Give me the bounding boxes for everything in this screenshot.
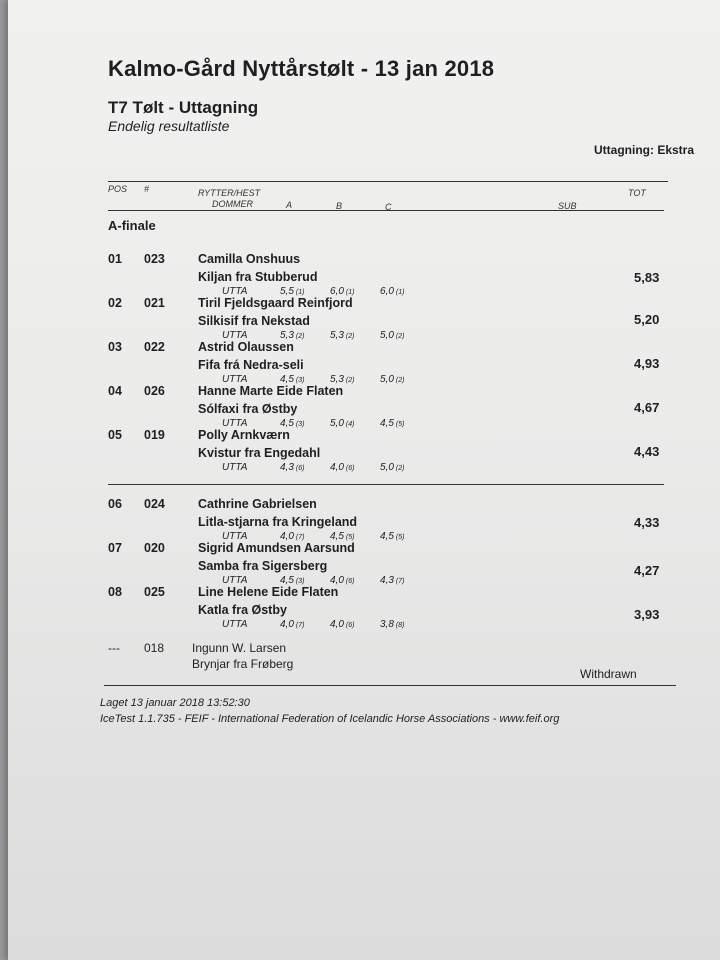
row-num: 022 bbox=[144, 340, 165, 354]
score-rank: (3) bbox=[295, 377, 305, 384]
row-pos: 03 bbox=[108, 340, 122, 354]
col-sub: SUB bbox=[558, 201, 577, 211]
score-rank: (3) bbox=[295, 578, 305, 585]
score-rank: (1) bbox=[345, 289, 355, 296]
row-score-c bbox=[380, 418, 404, 429]
row-horse: Kiljan fra Stubberud bbox=[198, 270, 318, 284]
score-rank: (2) bbox=[345, 377, 355, 384]
col-tot: TOT bbox=[628, 188, 646, 198]
col-a: A bbox=[286, 200, 293, 210]
score-rank: (5) bbox=[345, 534, 355, 541]
score-value: 4,3 bbox=[280, 462, 294, 473]
score-value: 4,5 bbox=[380, 418, 394, 429]
row-type: UTTA bbox=[222, 418, 248, 429]
score-value: 4,5 bbox=[330, 531, 344, 542]
score-value: 5,3 bbox=[330, 330, 344, 341]
row-score-b bbox=[330, 462, 354, 473]
uttagning-label: Uttagning: Ekstra bbox=[594, 143, 695, 157]
score-value: 4,5 bbox=[380, 531, 394, 542]
col-dommer: DOMMER bbox=[212, 199, 253, 209]
row-type: UTTA bbox=[222, 330, 248, 341]
col-rider-horse: RYTTER/HEST bbox=[198, 188, 261, 198]
row-type: UTTA bbox=[222, 575, 248, 586]
footer-software: IceTest 1.1.735 - FEIF - International Federation of Icelandic Horse Associations - www.feif.org bbox=[100, 713, 560, 725]
row-score-c bbox=[380, 531, 404, 542]
row-horse: Litla-stjarna fra Kringeland bbox=[198, 515, 358, 529]
withdrawn-horse: Brynjar fra Frøberg bbox=[192, 657, 294, 671]
row-score-a bbox=[280, 462, 304, 473]
col-c: C bbox=[385, 202, 392, 212]
withdrawn-rider: Ingunn W. Larsen bbox=[192, 641, 287, 655]
col-pos: POS bbox=[108, 184, 128, 194]
row-total: 4,67 bbox=[634, 400, 660, 415]
footer-rule bbox=[104, 685, 676, 686]
score-value: 4,5 bbox=[280, 418, 294, 429]
row-pos: 07 bbox=[108, 541, 122, 555]
row-num: 026 bbox=[144, 384, 165, 398]
row-num: 020 bbox=[144, 541, 165, 555]
col-num: # bbox=[144, 184, 150, 194]
row-rider: Sigrid Amundsen Aarsund bbox=[198, 541, 355, 555]
row-num: 024 bbox=[144, 497, 165, 511]
row-score-c bbox=[380, 619, 404, 630]
row-pos: 05 bbox=[108, 428, 122, 442]
row-score-c bbox=[380, 462, 404, 473]
row-total: 5,20 bbox=[634, 312, 660, 327]
score-value: 6,0 bbox=[330, 286, 344, 297]
row-score-b bbox=[330, 418, 354, 429]
footer-created: Laget 13 januar 2018 13:52:30 bbox=[100, 697, 250, 709]
score-value: 4,0 bbox=[330, 619, 344, 630]
score-value: 5,0 bbox=[380, 330, 394, 341]
row-type: UTTA bbox=[222, 374, 248, 385]
row-total: 3,93 bbox=[634, 607, 660, 622]
score-value: 5,0 bbox=[380, 374, 394, 385]
row-rider: Astrid Olaussen bbox=[198, 340, 294, 354]
withdrawn-num: 018 bbox=[144, 641, 165, 655]
score-rank: (7) bbox=[295, 534, 305, 541]
row-total: 4,93 bbox=[634, 356, 660, 371]
row-horse: Samba fra Sigersberg bbox=[198, 559, 328, 573]
score-rank: (6) bbox=[345, 622, 355, 629]
score-rank: (2) bbox=[395, 333, 405, 340]
score-rank: (7) bbox=[295, 622, 305, 629]
score-value: 4,5 bbox=[280, 374, 294, 385]
score-value: 4,0 bbox=[280, 619, 294, 630]
row-score-b bbox=[330, 619, 354, 630]
score-rank: (1) bbox=[295, 289, 305, 296]
score-rank: (6) bbox=[345, 578, 355, 585]
score-rank: (6) bbox=[295, 465, 305, 472]
score-value: 5,3 bbox=[330, 374, 344, 385]
row-score-c bbox=[380, 374, 404, 385]
row-horse: Sólfaxi fra Østby bbox=[198, 402, 298, 416]
score-rank: (5) bbox=[395, 421, 405, 428]
score-value: 4,0 bbox=[280, 531, 294, 542]
score-value: 5,3 bbox=[280, 330, 294, 341]
row-type: UTTA bbox=[222, 619, 248, 630]
header-top-rule bbox=[108, 181, 668, 182]
row-pos: 01 bbox=[108, 252, 122, 266]
row-horse: Silkisif fra Nekstad bbox=[198, 314, 310, 328]
row-rider: Camilla Onshuus bbox=[198, 252, 301, 266]
score-rank: (2) bbox=[395, 465, 405, 472]
row-num: 021 bbox=[144, 296, 165, 310]
row-type: UTTA bbox=[222, 462, 248, 473]
score-value: 5,0 bbox=[330, 418, 344, 429]
score-value: 4,0 bbox=[330, 575, 344, 586]
score-value: 5,0 bbox=[380, 462, 394, 473]
score-value: 4,5 bbox=[280, 575, 294, 586]
result-sheet bbox=[8, 0, 720, 960]
row-total: 4,43 bbox=[634, 444, 660, 459]
score-rank: (2) bbox=[395, 377, 405, 384]
score-value: 4,0 bbox=[330, 462, 344, 473]
row-horse: Katla fra Østby bbox=[198, 603, 287, 617]
row-score-a bbox=[280, 619, 304, 630]
score-rank: (2) bbox=[345, 333, 355, 340]
row-rider: Polly Arnkværn bbox=[198, 428, 290, 442]
section-a-finale: A-finale bbox=[108, 218, 156, 233]
row-pos: 04 bbox=[108, 384, 122, 398]
row-pos: 02 bbox=[108, 296, 122, 310]
row-type: UTTA bbox=[222, 531, 248, 542]
row-total: 4,27 bbox=[634, 563, 660, 578]
row-horse: Fifa frá Nedra-seli bbox=[198, 358, 304, 372]
section-divider bbox=[108, 484, 664, 485]
row-score-c bbox=[380, 286, 404, 297]
score-rank: (8) bbox=[395, 622, 405, 629]
row-score-b bbox=[330, 330, 354, 341]
score-rank: (5) bbox=[395, 534, 405, 541]
col-b: B bbox=[336, 201, 343, 211]
row-score-c bbox=[380, 575, 404, 586]
class-name: T7 Tølt - Uttagning bbox=[108, 98, 259, 117]
row-rider: Tiril Fjeldsgaard Reinfjord bbox=[198, 296, 353, 310]
score-rank: (7) bbox=[395, 578, 405, 585]
score-rank: (6) bbox=[345, 465, 355, 472]
row-pos: 08 bbox=[108, 585, 122, 599]
row-pos: 06 bbox=[108, 497, 122, 511]
row-total: 5,83 bbox=[634, 270, 660, 285]
row-score-c bbox=[380, 330, 404, 341]
row-type: UTTA bbox=[222, 286, 248, 297]
score-value: 3,8 bbox=[380, 619, 394, 630]
score-rank: (4) bbox=[345, 421, 355, 428]
list-type: Endelig resultatliste bbox=[108, 118, 230, 134]
row-rider: Cathrine Gabrielsen bbox=[198, 497, 317, 511]
withdrawn-status: Withdrawn bbox=[580, 667, 637, 681]
score-value: 4,3 bbox=[380, 575, 394, 586]
row-num: 019 bbox=[144, 428, 165, 442]
score-rank: (2) bbox=[295, 333, 305, 340]
event-title: Kalmo-Gård Nyttårstølt - 13 jan 2018 bbox=[108, 56, 495, 81]
row-num: 025 bbox=[144, 585, 165, 599]
score-rank: (1) bbox=[395, 289, 405, 296]
row-num: 023 bbox=[144, 252, 165, 266]
row-rider: Hanne Marte Eide Flaten bbox=[198, 384, 344, 398]
score-rank: (3) bbox=[295, 421, 305, 428]
row-rider: Line Helene Eide Flaten bbox=[198, 585, 339, 599]
withdrawn-pos: --- bbox=[108, 641, 120, 655]
row-total: 4,33 bbox=[634, 515, 660, 530]
score-value: 6,0 bbox=[380, 286, 394, 297]
row-horse: Kvistur fra Engedahl bbox=[198, 446, 321, 460]
score-value: 5,5 bbox=[280, 286, 294, 297]
